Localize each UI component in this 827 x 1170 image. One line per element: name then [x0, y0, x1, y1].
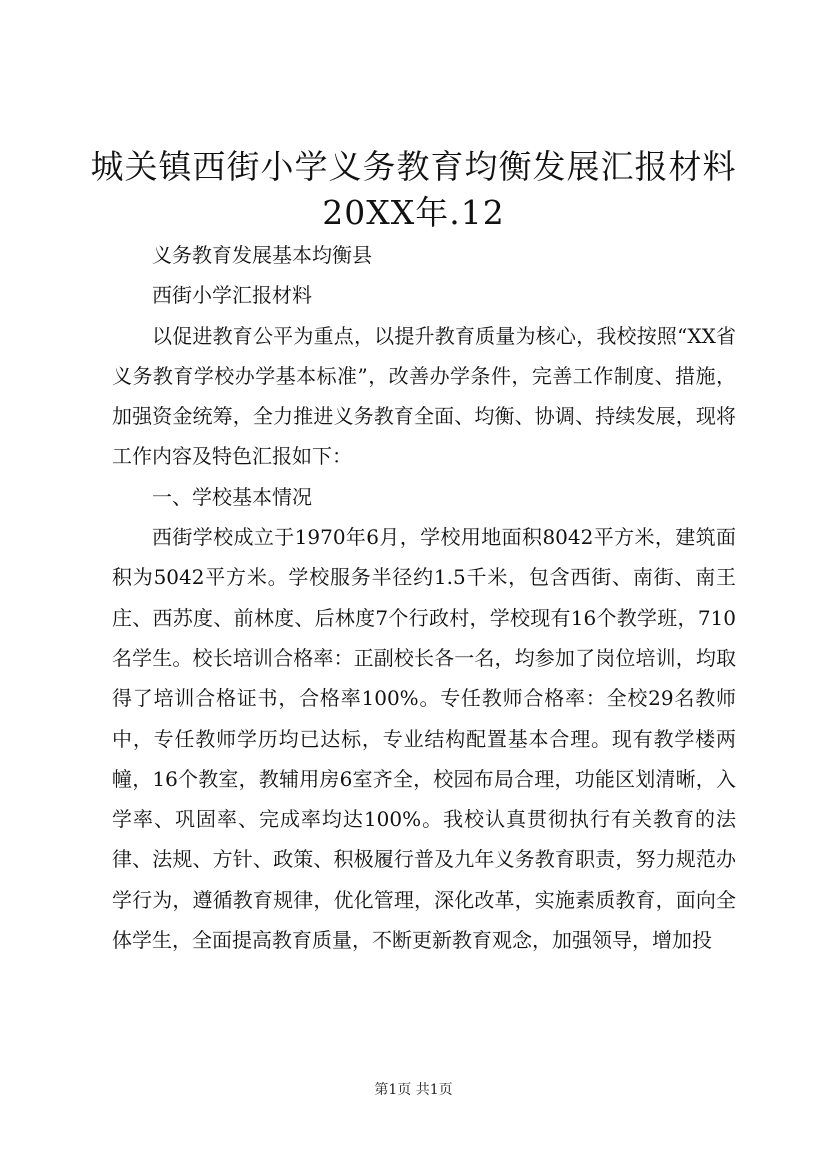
- paragraph-intro: 以促进教育公平为重点，以提升教育质量为核心，我校按照“XX省义务教育学校办学基本标准”，改善办学条件，完善工作制度、措施，加强资金统筹，全力推进义务教育全面、均衡、协调、持续发展，现将工作内容及特色汇报如下：: [112, 323, 736, 469]
- document-title: 城关镇西街小学义务教育均衡发展汇报材料: [90, 147, 737, 186]
- paragraph-subtitle-school: 西街小学汇报材料: [152, 283, 312, 308]
- section-heading: 一、学校基本情况: [152, 484, 312, 509]
- document-body: [112, 235, 736, 960]
- document-date: 20XX年.12: [322, 193, 505, 232]
- page-footer: 第1页 共1页: [374, 1082, 453, 1098]
- paragraph-subtitle-county: 义务教育发展基本均衡县: [152, 243, 372, 267]
- paragraph-school-info: 西街学校成立于1970年6月，学校用地面积8042平方米，建筑面积为5042平方米。学校服务半径约1.5千米，包含西街、南街、南王庄、西苏度、前林度、后林度7个行政村，学校现有16个教学班，710名学生。校长培训合格率：正副校长各一名，均参加了岗位培训，均取得了培训合格证书，合格率100%。专任教师合格率：全校29名教师中，专任教师学历均已达标，专业结构配置基本合理。现有教学楼两幢，16个教室，教辅用房6室齐全，校园布局合理，功能区划清晰，入学率、巩固率、完成率均达100%。我校认真贯彻执行有关教育的法律、法规、方针、政策、积极履行普及九年义务教育职责，努力规范办学行为，遵循教育规律，优化管理，深化改革，实施素质教育，面向全体学生，全面提高教育质量，不断更新教育观念，加强领导，增加投: [112, 525, 736, 953]
